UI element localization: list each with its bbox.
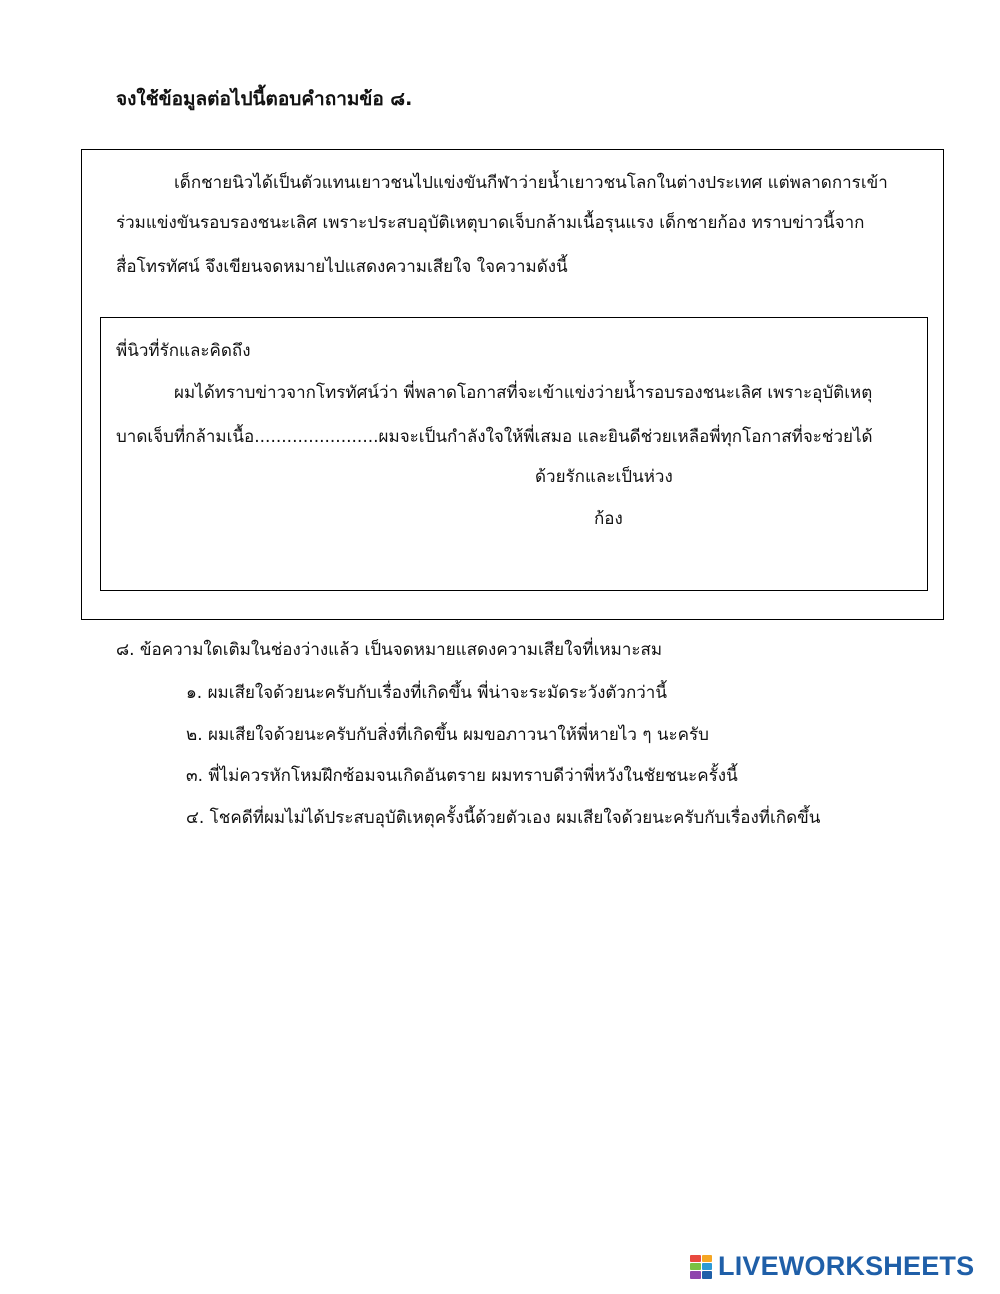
passage-line-2: ร่วมแข่งขันรอบรองชนะเลิศ เพราะประสบอุบัติเหตุบาดเจ็บกล้ามเนื้อรุนแรง เด็กชายก้อง ทราบข่าวนี้จาก xyxy=(116,213,865,233)
letter-signature: ก้อง xyxy=(594,509,623,529)
logo-icon xyxy=(690,1255,712,1279)
logo-square xyxy=(690,1255,701,1262)
logo-square xyxy=(702,1271,713,1278)
passage-line-1: เด็กชายนิวได้เป็นตัวแทนเยาวชนไปแข่งขันกีฬาว่ายน้ำเยาวชนโลกในต่างประเทศ แต่พลาดการเข้า xyxy=(174,173,888,193)
letter-body-line-1: ผมได้ทราบข่าวจากโทรทัศน์ว่า พี่พลาดโอกาสที่จะเข้าแข่งว่ายน้ำรอบรองชนะเลิศ เพราะอุบัติเหตุ xyxy=(174,383,873,403)
choice-2[interactable]: ๒. ผมเสียใจด้วยนะครับกับสิ่งที่เกิดขึ้น ผมขอภาวนาให้พี่หายไว ๆ นะครับ xyxy=(186,725,709,745)
choice-4[interactable]: ๔. โชคดีที่ผมไม่ได้ประสบอุบัติเหตุครั้งนี้ด้วยตัวเอง ผมเสียใจด้วยนะครับกับเรื่องที่เกิดขึ้น xyxy=(186,808,821,828)
letter-greeting: พี่นิวที่รักและคิดถึง xyxy=(116,341,251,361)
question-text: ๘. ข้อความใดเติมในช่องว่างแล้ว เป็นจดหมายแสดงความเสียใจที่เหมาะสม xyxy=(116,640,663,660)
logo-text: LIVEWORKSHEETS xyxy=(718,1251,975,1281)
letter-body-line-2: บาดเจ็บที่กล้ามเนื้อ.......................ผมจะเป็นกำลังใจให้พี่เสมอ และยินดีช่วยเหลือพี่ทุกโอกาสที่จะช่วยได้ xyxy=(116,427,873,447)
choice-1[interactable]: ๑. ผมเสียใจด้วยนะครับกับเรื่องที่เกิดขึ้น พี่น่าจะระมัดระวังตัวกว่านี้ xyxy=(186,683,667,703)
instruction-heading: จงใช้ข้อมูลต่อไปนี้ตอบคำถามข้อ ๘. xyxy=(116,88,413,110)
logo-square xyxy=(702,1255,713,1262)
letter-closing: ด้วยรักและเป็นห่วง xyxy=(535,467,673,487)
choice-3[interactable]: ๓. พี่ไม่ควรหักโหมฝึกซ้อมจนเกิดอันตราย ผมทราบดีว่าพี่หวังในชัยชนะครั้งนี้ xyxy=(186,766,738,786)
logo-square xyxy=(702,1263,713,1270)
liveworksheets-logo xyxy=(690,1251,974,1282)
passage-line-3: สื่อโทรทัศน์ จึงเขียนจดหมายไปแสดงความเสียใจ ใจความดังนี้ xyxy=(116,257,568,277)
logo-square xyxy=(690,1271,701,1278)
logo-square xyxy=(690,1263,701,1270)
